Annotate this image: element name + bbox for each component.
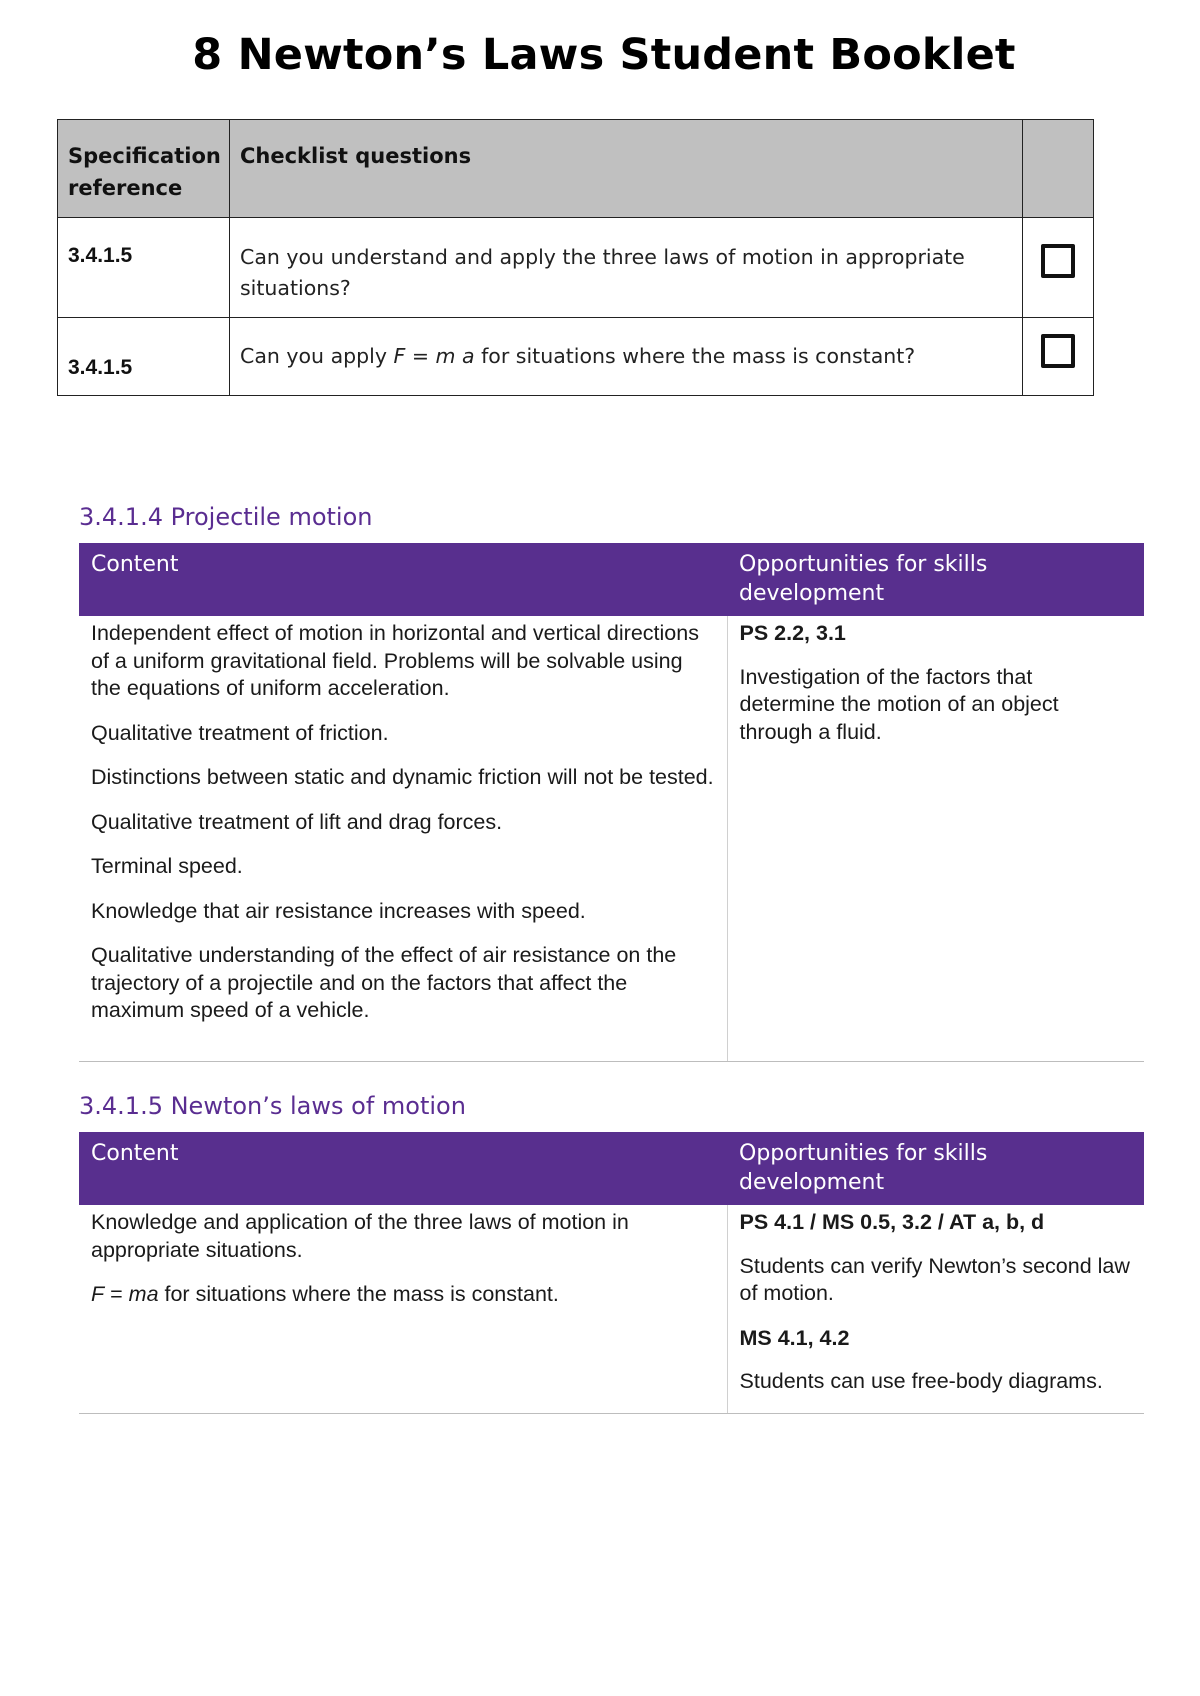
skills-header: Opportunities for skills development [727,1132,1144,1205]
checklist-questions-header: Checklist questions [230,120,1023,218]
page-title: 8 Newton’s Laws Student Booklet [192,30,1016,80]
question-prefix: Can you apply [240,344,394,368]
checklist-row [58,218,1094,318]
spec-body-row [79,1205,1144,1413]
checklist-table [57,119,1094,396]
formula-mass-accel: ma [128,1282,159,1306]
formula-text: for situations where the mass is constant. [158,1282,559,1306]
spec-reference-header: Specification reference [58,120,230,218]
tick-header [1023,120,1094,218]
formula-equals: = [104,1282,129,1306]
spec-header-row [79,1132,1144,1205]
spec-table-projectile-motion [79,543,1144,1062]
skills-paragraph: Students can verify Newton’s second law of motion. [739,1253,1130,1305]
content-paragraph: Knowledge and application of the three laws of motion in appropriate situations. [91,1210,629,1262]
checkbox[interactable] [1041,244,1075,278]
spec-table-newtons-laws [79,1132,1144,1414]
content-paragraph: Knowledge that air resistance increases with speed. [91,898,586,923]
skills-cell [727,1205,1144,1413]
content-cell [79,616,727,1061]
content-header: Content [79,543,727,616]
content-paragraph: Qualitative understanding of the effect of air resistance on the trajectory of a projectile and on the factors that affect the maximum speed of a vehicle. [91,943,677,1022]
checklist-question: Can you understand and apply the three laws of motion in appropriate situations? [230,218,1023,318]
content-formula-paragraph [91,1281,715,1309]
formula-mass-accel: m a [435,344,475,368]
content-paragraph: Qualitative treatment of lift and drag forces. [91,809,503,834]
skills-reference: PS 4.1 / MS 0.5, 3.2 / AT a, b, d [739,1210,1045,1234]
skills-paragraph: Students can use free-body diagrams. [739,1369,1103,1393]
content-paragraph: Independent effect of motion in horizontal and vertical directions of a uniform gravitational field. Problems will be solvable using the equations of uniform acceleration. [91,621,699,700]
section-heading-projectile-motion: 3.4.1.4 Projectile motion [79,503,373,531]
content-cell [79,1205,727,1413]
checklist-row [58,318,1094,396]
tickbox-cell [1023,218,1094,318]
spec-body-row [79,616,1144,1061]
spec-header-row [79,543,1144,616]
tickbox-cell [1023,318,1094,396]
content-header: Content [79,1132,727,1205]
formula-force: F [393,344,406,368]
skills-cell [727,616,1144,1061]
formula-equals: = [405,344,436,368]
skills-reference: PS 2.2, 3.1 [739,621,846,645]
checklist-header-row [58,120,1094,218]
content-paragraph: Terminal speed. [91,854,243,878]
content-paragraph: Distinctions between static and dynamic friction will not be tested. [91,765,714,789]
spec-reference: 3.4.1.5 [58,218,230,318]
checklist-question [230,318,1023,396]
skills-paragraph: Investigation of the factors that determine the motion of an object through a fluid. [739,664,1059,744]
spec-reference: 3.4.1.5 [58,318,230,396]
skills-header: Opportunities for skills development [727,543,1144,616]
checkbox[interactable] [1041,334,1075,368]
section-heading-newtons-laws: 3.4.1.5 Newton’s laws of motion [79,1092,466,1120]
content-paragraph: Qualitative treatment of friction. [91,720,389,745]
question-suffix: for situations where the mass is constant? [474,344,916,368]
skills-reference: MS 4.1, 4.2 [739,1325,850,1350]
formula-force: F [91,1282,105,1306]
